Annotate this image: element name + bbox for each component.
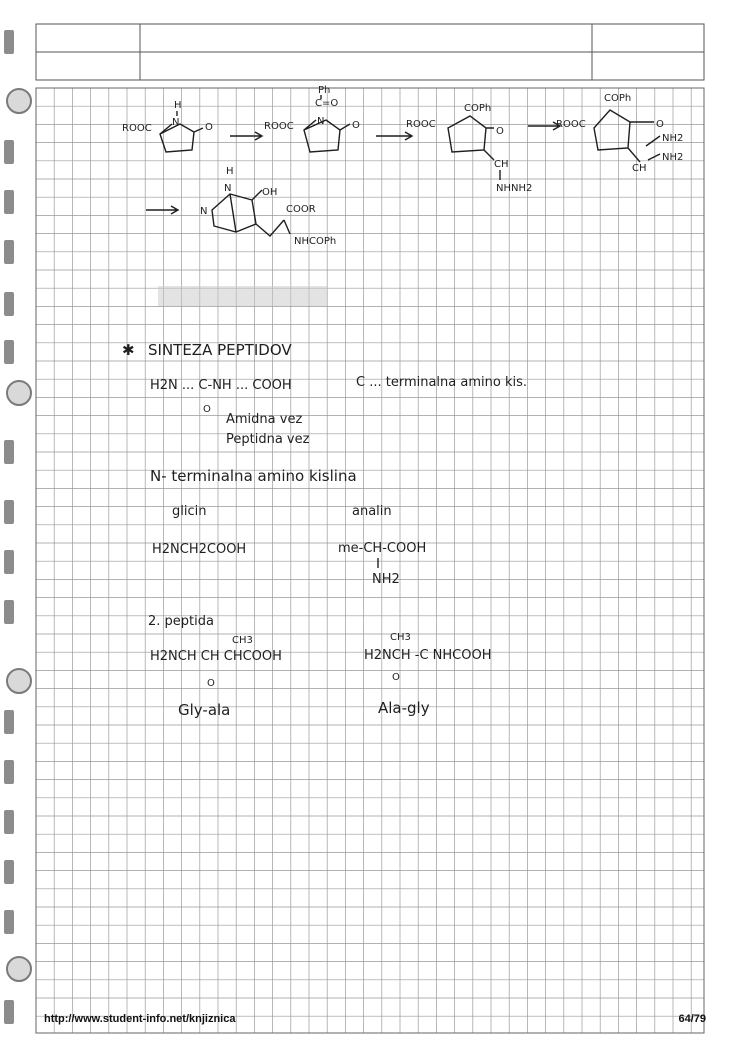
peptide-bond-label: Peptidna vez bbox=[226, 432, 310, 447]
carbonyl-oxygen-label: O bbox=[207, 678, 215, 689]
ring-skeleton bbox=[448, 116, 500, 180]
star-bullet: ✱ bbox=[122, 341, 135, 359]
reaction-step-1 bbox=[122, 100, 213, 152]
benzoyl-label: COPh bbox=[604, 93, 632, 104]
reaction-step-5 bbox=[200, 166, 336, 247]
grid-border bbox=[36, 88, 704, 1033]
ester-label: COOR bbox=[286, 204, 316, 215]
ring-nitrogen-label: N bbox=[172, 117, 180, 128]
c-terminal-note: C ... terminalna amino kis. bbox=[356, 375, 527, 390]
hydrazine-label: NHNH2 bbox=[496, 183, 533, 194]
hydroxyl-label: OH bbox=[262, 187, 278, 198]
reaction-arrow bbox=[376, 132, 412, 140]
alanine-name: analin bbox=[352, 504, 392, 519]
page-number: 64/79 bbox=[678, 1013, 706, 1025]
ester-group-label: ROOC bbox=[406, 119, 436, 130]
ring-nitrogen-label: N bbox=[200, 206, 208, 217]
carbonyl-oxygen-label: O bbox=[656, 119, 664, 130]
ring-nitrogen-label: N bbox=[317, 116, 325, 127]
ester-group-label: ROOC bbox=[264, 121, 294, 132]
peptide-backbone-formula: H2N ... C-NH ... COOH bbox=[150, 378, 292, 393]
dipeptide-1-formula: H2NCH CH CHCOOH bbox=[150, 649, 282, 664]
benzamide-label: NHCOPh bbox=[294, 236, 337, 247]
carbonyl-label: C=O bbox=[315, 98, 339, 109]
benzoyl-label: COPh bbox=[464, 103, 492, 114]
reaction-step-3 bbox=[406, 103, 532, 194]
graph-paper-grid bbox=[36, 88, 704, 1033]
section-heading: SINTEZA PEPTIDOV bbox=[148, 341, 292, 359]
alanine-amine: NH2 bbox=[372, 572, 400, 587]
methyl-label: CH3 bbox=[232, 635, 253, 646]
ester-group-label: ROOC bbox=[556, 119, 586, 130]
ester-group-label: ROOC bbox=[122, 123, 152, 134]
nh-hydrogen-label: H bbox=[226, 166, 234, 177]
carbonyl-oxygen-label: O bbox=[352, 120, 360, 131]
footer-url[interactable]: http://www.student-info.net/knjiznica bbox=[44, 1013, 236, 1025]
amide-bond-label: Amidna vez bbox=[226, 412, 303, 427]
carbonyl-oxygen-label: O bbox=[203, 404, 211, 415]
ch-label: CH bbox=[494, 159, 509, 170]
amine-label: NH2 bbox=[662, 152, 684, 163]
reaction-arrow bbox=[146, 206, 178, 214]
reaction-step-4 bbox=[556, 93, 683, 174]
amine-label: NH2 bbox=[662, 133, 684, 144]
dipeptide-2-formula: H2NCH -C NHCOOH bbox=[364, 648, 492, 663]
carbonyl-oxygen-label: O bbox=[205, 122, 213, 133]
dipeptide-title: 2. peptida bbox=[148, 614, 214, 629]
carbonyl-oxygen-label: O bbox=[496, 126, 504, 137]
methyl-label: CH3 bbox=[390, 632, 411, 643]
reaction-arrow bbox=[230, 132, 262, 140]
glycine-formula: H2NCH2COOH bbox=[152, 542, 247, 557]
ch-label: CH bbox=[632, 163, 647, 174]
scribbled-out-text bbox=[158, 286, 328, 306]
dipeptide-1-name: Gly-ala bbox=[178, 701, 231, 719]
glycine-name: glicin bbox=[172, 504, 207, 519]
n-terminal-note: N- terminalna amino kislina bbox=[150, 467, 357, 485]
ring-nitrogen-label: N bbox=[224, 183, 232, 194]
phenyl-label: Ph bbox=[318, 85, 331, 96]
alanine-formula: me-CH-COOH bbox=[338, 541, 427, 556]
dipeptide-2-name: Ala-gly bbox=[378, 699, 430, 717]
header-box bbox=[36, 24, 704, 80]
nh-hydrogen-label: H bbox=[174, 100, 182, 111]
ring-skeleton bbox=[594, 110, 660, 162]
carbonyl-oxygen-label: O bbox=[392, 672, 400, 683]
